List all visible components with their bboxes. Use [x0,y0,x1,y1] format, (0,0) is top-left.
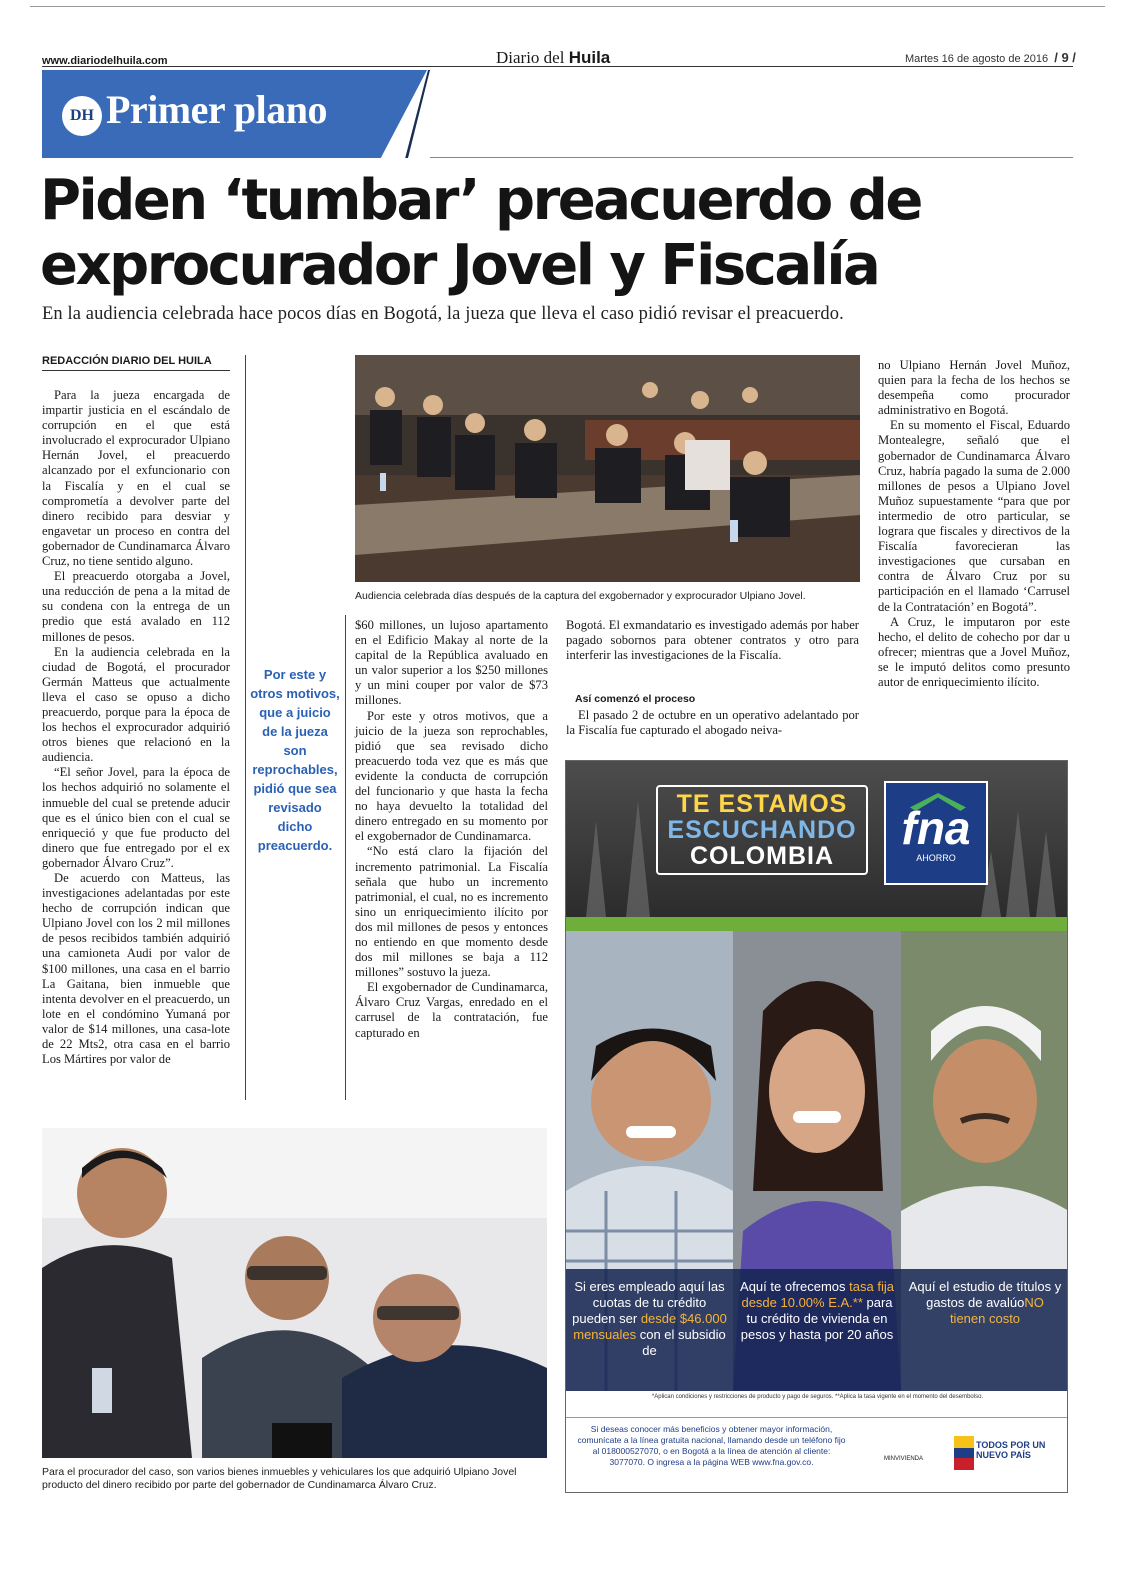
section-title: Primer plano [106,87,328,132]
photo-caption: Para el procurador del caso, son varios bienes inmuebles y vehiculares los que adquirió Ulpiano Jovel producto del dinero recibido por parte del gobernador de Cundinamarca Álvaro Cruz. [42,1466,517,1491]
banner-rule [430,157,1073,158]
paragraph: El exgobernador de Cundinamarca, Álvaro Cruz Vargas, enredado en el carrusel de la contratación, fue capturado en [355,980,548,1040]
paper-name: Diario del Huila [496,48,611,67]
ad-panel-appraisal [901,931,1068,1391]
fna-logo: fna AHORRO [884,781,988,885]
top-rule [30,6,1105,7]
ad-panel-rate [733,931,901,1391]
ad-green-band [566,917,1068,931]
hearing-photo [355,355,860,582]
website-url: www.diariodelhuila.com [42,55,168,67]
paragraph: A Cruz, le imputaron por este hecho, el delito de cohecho por dar u ofrecer; mientras que a Jovel Muñoz, se le imputó delitos como presunto autor de enriquecimiento ilícito. [878,614,1070,689]
article-column-3 [566,618,859,663]
article-column-2 [355,618,548,1041]
ad-header [566,761,1068,917]
article-column-4 [878,358,1070,690]
byline: REDACCIÓN DIARIO DEL HUILA [42,355,230,371]
pull-quote: Por este y otros motivos, que a juicio de la jueza son reprochables, pidió que sea revisado dicho preacuerdo. [250,667,340,853]
paragraph: Bogotá. El exmandatario es investigado además por haber pagado sobornos para obtener contratos y otro para interferir las investigaciones de la Fiscalía. [566,618,859,663]
paragraph: El preacuerdo otorgaba a Jovel, una reducción de pena a la mitad de su condena con la entrega de un predio que está avalado en 112 millones de pesos. [42,569,230,644]
headline: Piden ‘tumbar’ preacuerdo de exprocurador Jovel y Fiscalía [40,168,921,298]
column-divider [345,615,346,1100]
article-column-1 [42,388,230,1067]
issue-date: Martes 16 de agosto de 2016 / 9 / [905,50,1076,65]
paragraph: no Ulpiano Hernán Jovel Muñoz, quien para la fecha de los hechos se desempeña como procurador administrativo en Bogotá. [878,358,1070,418]
defendants-photo [42,1128,547,1458]
header-rule [42,66,1073,67]
ad-panel-text: Aquí te ofrecemos tasa fija desde 10.00% E.A.** para tu crédito de vivienda en pesos y hasta por 20 años [733,1269,901,1391]
ministry-logo: MINVIVIENDA [884,1456,924,1462]
dh-logo: DH [62,96,102,136]
ad-panel-text: Si eres empleado aquí las cuotas de tu crédito pueden ser desde $46.000 mensuales con el subsidio de [566,1269,733,1391]
ad-contact-info[interactable]: Si deseas conocer más beneficios y obtener mayor información, comunícate a la línea gratuita nacional, llamando desde un teléfono fijo al 018000527070, o en Bogotá a la línea de atención al cliente: 3077070. O ingresa a la página WEB www.fna.gov.co. [577,1424,846,1467]
article-column-3b [566,708,859,738]
government-slogan: TODOS POR UN NUEVO PAÍS [976,1440,1046,1460]
ad-footer [566,1417,1068,1493]
ad-panel-employee [566,931,733,1391]
paragraph: “El señor Jovel, para la época de los hechos adquirió no solamente el inmueble del cual se pretende aducir que es el único bien con el cual se enriqueció y que fue producto del dinero que fue entregado por el ex gobernador Álvaro Cruz”. [42,765,230,870]
paragraph: De acuerdo con Matteus, las investigaciones adelantadas por este hecho de corrupción indican que Ulpiano Jovel con los 2 mil millones de pesos recibidos también adquirió una camioneta Audi por valor de $100 millones, una casa en el barrio La Gaitana, bien inmueble que intenta devolver en el preacuerdo, un lote en el condómino Yumaná por valor de $14 millones, una casa-lote de 22 Mts2, otra casa en el barrio Los Mártires por valor de [42,871,230,1067]
paragraph: “No está claro la fijación del incremento patrimonial. La Fiscalía señala que hubo un incremento patrimonial, el cual, no es incremento sino un enriquecimiento ilícito por dos mil millones de pesos y entonces no entiendo en que momento desde dos mil millones se baja a 112 millones” sostuvo la jueza. [355,844,548,980]
government-logo-icon [954,1436,974,1470]
photo-caption: Audiencia celebrada días después de la captura del exgobernador y exprocurador Ulpiano Jovel. [355,590,806,602]
paragraph: Por este y otros motivos, que a juicio de la jueza son reprochables, pidió que sea revisado dicho preacuerdo toda vez que es más que evidente la conducta de corrupción del funcionario y que hasta la fecha no haya devuelto la totalidad del dinero entregado en su momento por el exgobernador de Cundinamarca. [355,708,548,844]
page-number: / 9 / [1054,50,1076,65]
paragraph: Para la jueza encargada de impartir justicia en el escándalo de corrupción en el que está involucrado el exprocurador Ulpiano Hernán Jovel, el preacuerdo alcanzado por el exfuncionario con la Fiscalía y en el cual se comprometía a devolver parte del dinero recibido para desviar y engavetar un proceso en contra del gobernador de Cundinamarca Álvaro Cruz, no tiene sentido alguno. [42,388,230,569]
deck: En la audiencia celebrada hace pocos días en Bogotá, la jueza que lleva el caso pidió revisar el preacuerdo. [42,304,844,324]
paragraph: En la audiencia celebrada en la ciudad de Bogotá, el procurador Germán Matteus que actualmente lleva el caso se opuso a dicho preacuerdo, porque para la época de los hechos el exprocurador adquirió otros bienes que relacionó en la audiencia. [42,644,230,765]
ad-slogan: TE ESTAMOS ESCUCHANDO COLOMBIA [656,785,868,875]
paragraph: El pasado 2 de octubre en un operativo adelantado por la Fiscalía fue capturado el abogado neiva- [566,708,859,738]
fna-advertisement[interactable] [565,760,1068,1493]
ad-fine-print: *Aplican condiciones y restricciones de producto y pago de seguros. **Aplica la tasa vigente en el momento del desembolso. [651,1394,984,1400]
column-divider [245,355,246,1100]
subhead: Así comenzó el proceso [575,693,696,705]
ad-panel-text: Aquí el estudio de títulos y gastos de avalúoNO tienen costo [901,1269,1068,1391]
paragraph: $60 millones, un lujoso apartamento en el Edificio Makay al norte de la capital de la República avaluado en un valor superior a los $250 millones y un mini couper por valor de $73 millones. [355,618,548,708]
paragraph: En su momento el Fiscal, Eduardo Montealegre, señaló que el gobernador de Cundinamarca Álvaro Cruz, habría pagado la suma de 2.000 millones de pesos a Ulpiano Jovel Muñoz supuestamente “para que por intermedio de otro particular, se lograra que fiscales y directivos de la Fiscalía favorecieran las investigaciones que cursaban en contra de Álvaro Cruz por su participación en el llamado ‘Carrusel de la Contratación’ en Bogotá”. [878,418,1070,614]
